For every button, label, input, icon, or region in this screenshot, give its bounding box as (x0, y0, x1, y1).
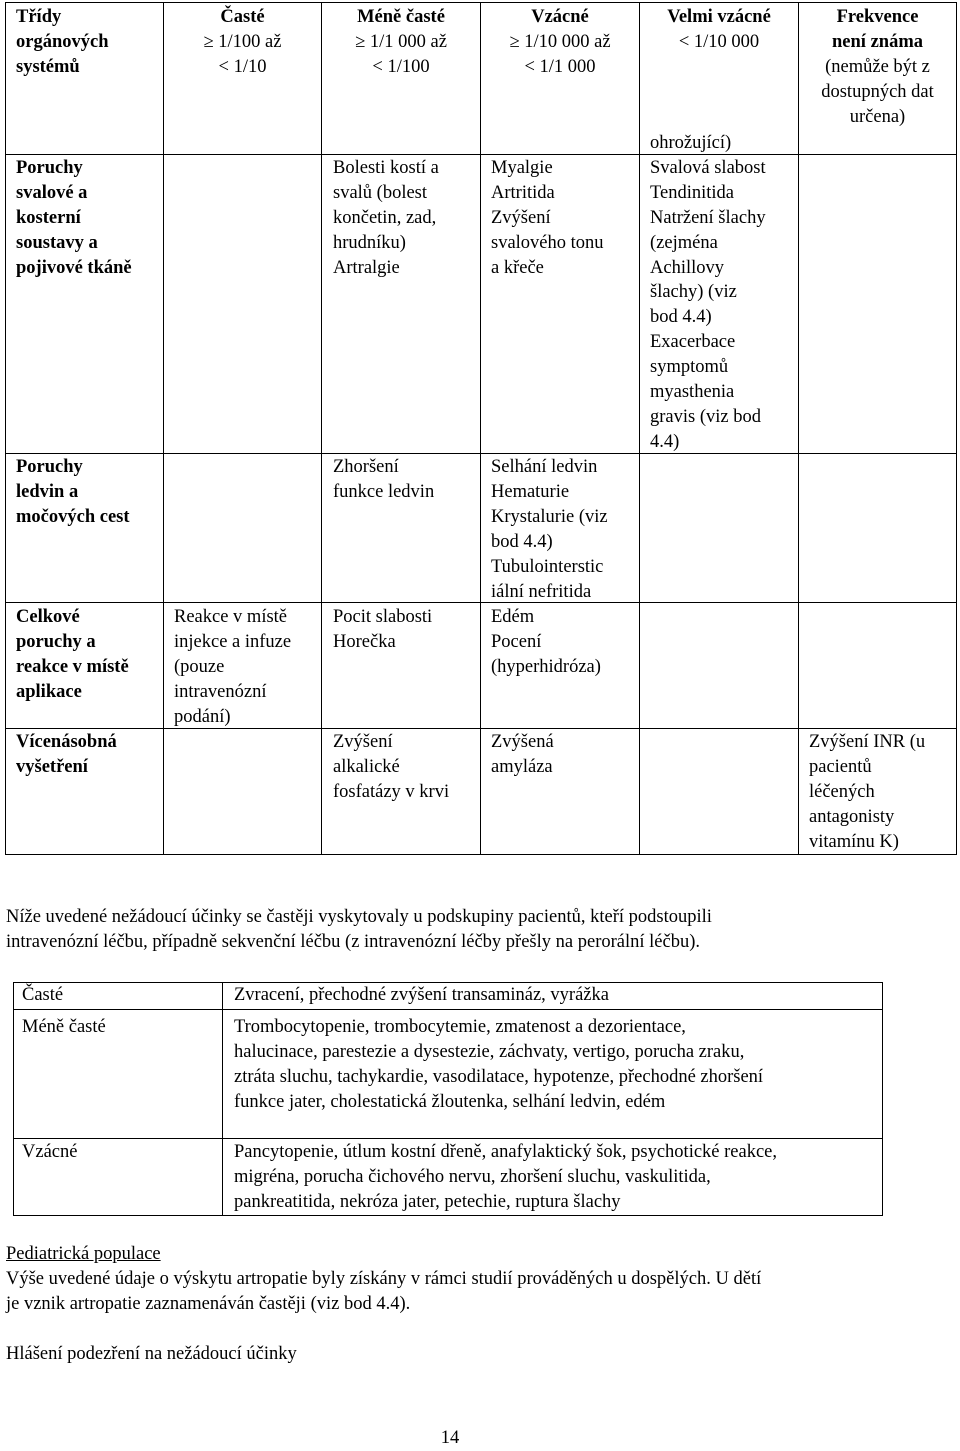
table-column-divider (163, 2, 164, 854)
page-number: 14 (440, 1428, 460, 1448)
row-general-common (174, 605, 291, 730)
effects-common (234, 983, 609, 1008)
effects-text: Zvracení, přechodné zvýšení transamináz, vyrážka (234, 985, 609, 1005)
table-column-divider (639, 2, 640, 854)
row-renal-uncommon (333, 455, 434, 505)
effects-text: Trombocytopenie, trombocytemie, zmatenost a dezorientace, halucinace, parestezie a dysestezie, záchvaty, vertigo, porucha zraku, ztráta sluchu, tachykardie, vasodilatace, hypotenze, přechodné zhoršení funkce jater, cholestatická žloutenka, selhání ledvin, edém (234, 1017, 764, 1112)
cell-text: Zvýšení INR (u pacientů léčených antagonisty vitamínu K) (809, 732, 926, 852)
header-uncommon (322, 5, 480, 80)
organ-class-label: Celkové poruchy a reakce v místě aplikace (16, 607, 129, 702)
header-very-rare-range: < 1/10 000 (678, 31, 760, 52)
row-investigations-organ (16, 730, 117, 780)
table-column-divider (321, 2, 322, 854)
header-unknown (799, 5, 956, 130)
cell-text: Reakce v místě injekce a infuze (pouze intravenózní podání) (174, 607, 292, 727)
table-row-divider (5, 602, 957, 603)
effects-rare (234, 1140, 777, 1215)
cell-text: Zvýšení alkalické fosfatázy v krvi (333, 732, 450, 802)
header-common-title: Časté (220, 7, 265, 27)
header-organ-class-text: Třídy orgánových systémů (16, 7, 109, 77)
header-uncommon-range: ≥ 1/1 000 až < 1/100 (355, 31, 447, 77)
header-common-range: ≥ 1/100 až < 1/10 (203, 31, 282, 77)
row-investigations-uncommon (333, 730, 449, 805)
header-rare (481, 5, 639, 80)
cell-text: Zhoršení funkce ledvin (333, 457, 435, 502)
table-column-divider (222, 982, 223, 1215)
table-row-divider (5, 453, 957, 454)
header-rare-range: ≥ 1/10 000 až < 1/1 000 (509, 31, 611, 77)
row-investigations-rare (491, 730, 554, 780)
header-very-rare-title: Velmi vzácné (667, 7, 771, 27)
cell-text: Myalgie Artritida Zvýšení svalového tonu a křeče (491, 158, 604, 278)
cell-text: Bolesti kostí a svalů (bolest končetin, zad, hrudníku) Artralgie (333, 158, 439, 278)
cell-text: Zvýšená amyláza (491, 732, 554, 777)
header-common (164, 5, 321, 80)
cell-text: Pocit slabosti Horečka (333, 607, 433, 652)
iv-subgroup-paragraph: Níže uvedené nežádoucí účinky se častěji vyskytovaly u podskupiny pacientů, kteří podstoupili intravenózní léčbu, případně sekvenční léčbu (z intravenózní léčby přešly na perorální léčbu). (6, 907, 712, 952)
row-general-rare (491, 605, 601, 680)
row-general-uncommon (333, 605, 432, 655)
row-musculoskeletal-organ (16, 156, 132, 281)
table-border-bottom (13, 1215, 883, 1216)
table-row-divider (5, 154, 957, 155)
cell-text: Edém Pocení (hyperhidróza) (491, 607, 601, 677)
row-general-organ (16, 605, 129, 705)
table-border-left (5, 2, 6, 854)
reporting-heading: Hlášení podezření na nežádoucí účinky (6, 1344, 297, 1364)
table-column-divider (798, 2, 799, 854)
row-musculoskeletal-very-rare (650, 131, 766, 455)
freq-label: Časté (22, 985, 64, 1005)
table-row-divider (13, 1138, 883, 1139)
table-border-right (882, 982, 883, 1215)
effects-uncommon (234, 1015, 763, 1115)
freq-label: Vzácné (22, 1142, 78, 1162)
table-row-divider (13, 1009, 883, 1010)
organ-class-label: Vícenásobná vyšetření (16, 732, 117, 777)
header-unknown-note: (nemůže být z dostupných dat určena) (821, 56, 934, 127)
header-very-rare (640, 5, 798, 55)
freq-uncommon (22, 1015, 106, 1040)
row-musculoskeletal-uncommon (333, 156, 439, 281)
freq-label: Méně časté (22, 1017, 106, 1037)
row-renal-organ (16, 455, 130, 530)
header-unknown-title: Frekvence není známa (832, 7, 923, 52)
table-row-divider (5, 728, 957, 729)
header-rare-title: Vzácné (531, 7, 589, 27)
cell-text: ohrožující) Svalová slabost Tendinitida Natržení šlachy (zejména Achillovy šlachy) (viz bod 4.4) Exacerbace symptomů myasthenia gravis (viz bod 4.4) (650, 133, 766, 452)
freq-rare (22, 1140, 77, 1165)
row-renal-rare (491, 455, 608, 604)
row-investigations-unknown (809, 730, 925, 855)
cell-text: Selhání ledvin Hematurie Krystalurie (viz bod 4.4) Tubulointerstic iální nefritida (491, 457, 608, 602)
table-column-divider (480, 2, 481, 854)
pediatric-heading: Pediatrická populace (6, 1244, 161, 1264)
table-border-top (5, 2, 957, 3)
effects-text: Pancytopenie, útlum kostní dřeně, anafylaktický šok, psychotické reakce, migréna, porucha čichového nervu, zhoršení sluchu, vaskulitida, pankreatitida, nekróza jater, petechie, ruptura šlachy (234, 1142, 778, 1212)
freq-common (22, 983, 63, 1008)
table-border-left (13, 982, 14, 1215)
organ-class-label: Poruchy ledvin a močových cest (16, 457, 130, 527)
organ-class-label: Poruchy svalové a kosterní soustavy a pojivové tkáně (16, 158, 132, 278)
table-border-right (956, 2, 957, 854)
header-organ-class (16, 5, 161, 80)
header-uncommon-title: Méně časté (357, 7, 445, 27)
pediatric-text: Výše uvedené údaje o výskytu artropatie byly získány v rámci studií prováděných u dospělých. U dětí je vznik artropatie zaznamenáván častěji (viz bod 4.4). (6, 1269, 762, 1314)
row-musculoskeletal-rare (491, 156, 604, 281)
